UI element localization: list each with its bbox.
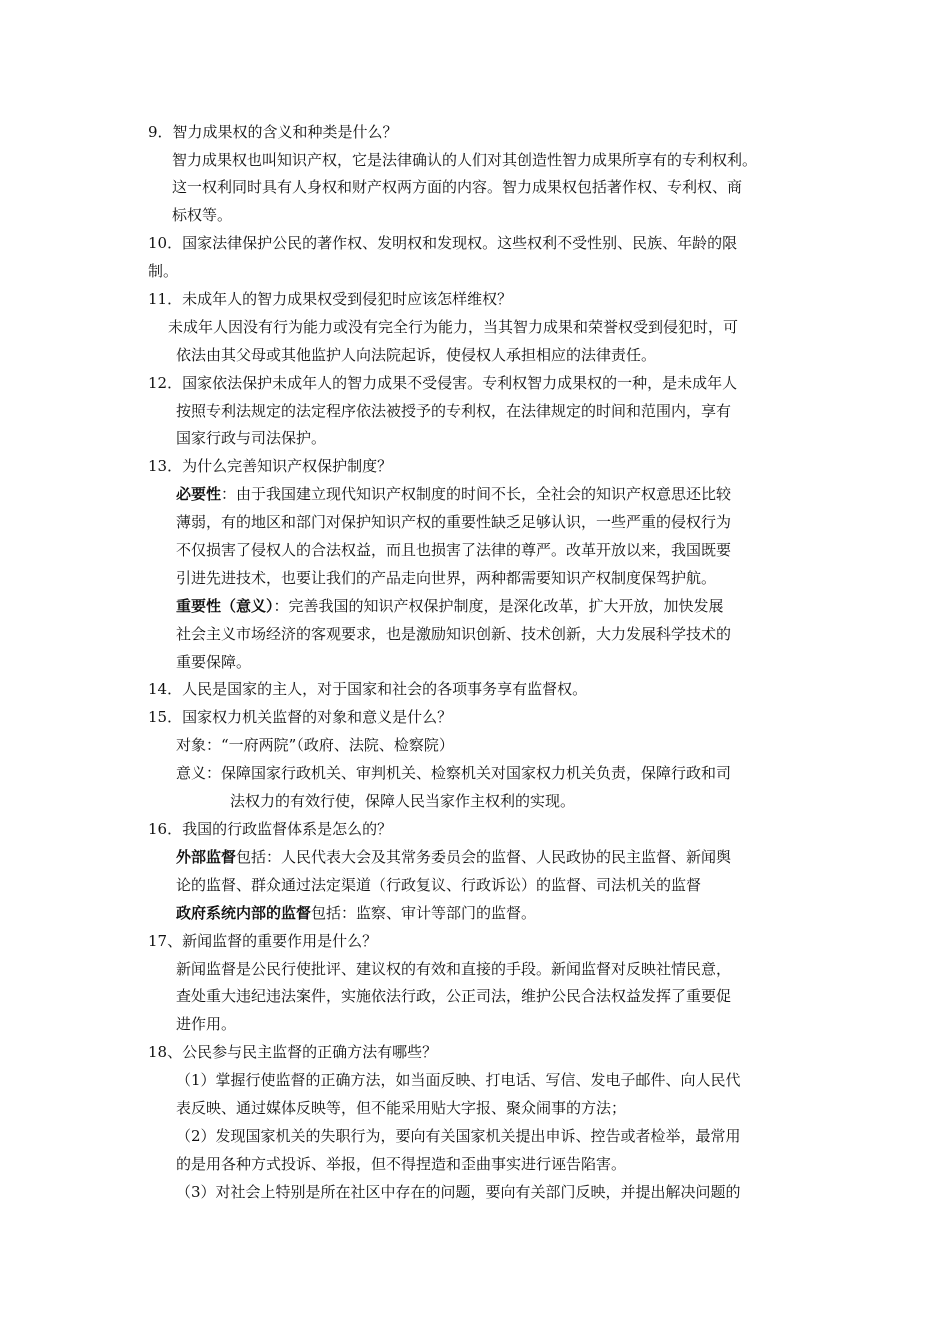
item-12-line-3: 国家行政与司法保护。 <box>176 429 327 447</box>
answer-11-line-2: 依法由其父母或其他监护人向法院起诉，使侵权人承担相应的法律责任。 <box>176 346 657 364</box>
answer-18-point-1-line-2: 表反映、通过媒体反映等，但不能采用贴大字报、聚众闹事的方法； <box>176 1099 627 1117</box>
internal-supervision-line <box>176 903 536 923</box>
importance-label: 重要性（意义） <box>176 597 274 615</box>
importance-text: ：完善我国的知识产权保护制度，是深化改革，扩大开放，加快发展 <box>273 597 724 615</box>
necessity-line-2: 薄弱，有的地区和部门对保护知识产权的重要性缺乏足够认识，一些严重的侵权行为 <box>176 513 732 531</box>
necessity-text: ：由于我国建立现代知识产权制度的时间不长，全社会的知识产权意思还比较 <box>221 485 732 503</box>
necessity-label: 必要性 <box>176 485 222 503</box>
external-supervision-text: 包括：人民代表大会及其常务委员会的监督、人民政协的民主监督、新闻舆 <box>236 848 732 866</box>
external-supervision-line-1 <box>176 847 731 867</box>
answer-9-line-2: 这一权利同时具有人身权和财产权两方面的内容。智力成果权包括著作权、专利权、商 <box>172 178 743 196</box>
answer-9-line-1: 智力成果权也叫知识产权，它是法律确认的人们对其创造性智力成果所享有的专利权利。 <box>172 151 758 169</box>
answer-17-line-3: 进作用。 <box>176 1015 237 1033</box>
answer-15-meaning-line-2: 法权力的有效行使，保障人民当家作主权利的实现。 <box>230 792 576 810</box>
internal-supervision-text: 包括：监察、审计等部门的监督。 <box>311 904 537 922</box>
question-9: 9．智力成果权的含义和种类是什么？ <box>148 123 398 141</box>
answer-9-line-3: 标权等。 <box>172 206 233 224</box>
answer-11-line-1: 未成年人因没有行为能力或没有完全行为能力，当其智力成果和荣誉权受到侵犯时，可 <box>168 318 739 336</box>
answer-18-point-1-line-1: （1）掌握行使监督的正确方法，如当面反映、打电话、写信、发电子邮件、向人民代 <box>176 1071 741 1089</box>
item-10-line-1: 10．国家法律保护公民的著作权、发明权和发现权。这些权利不受性别、民族、年龄的限 <box>148 234 738 252</box>
answer-18-point-3-line-1: （3）对社会上特别是所在社区中存在的问题，要向有关部门反映，并提出解决问题的 <box>176 1183 741 1201</box>
importance-line-2: 社会主义市场经济的客观要求，也是激励知识创新、技术创新，大力发展科学技术的 <box>176 625 732 643</box>
answer-15-meaning-line-1: 意义：保障国家行政机关、审判机关、检察机关对国家权力机关负责，保障行政和司 <box>176 764 732 782</box>
answer-15-object: 对象：“一府两院”（政府、法院、检察院） <box>176 736 454 754</box>
answer-18-point-2-line-2: 的是用各种方式投诉、举报，但不得捏造和歪曲事实进行诬告陷害。 <box>176 1155 627 1173</box>
importance-line-3: 重要保障。 <box>176 653 252 671</box>
item-12-line-2: 按照专利法规定的法定程序依法被授予的专利权，在法律规定的时间和范围内，享有 <box>176 402 732 420</box>
question-15: 15．国家权力机关监督的对象和意义是什么？ <box>148 708 453 726</box>
item-12-line-1: 12．国家依法保护未成年人的智力成果不受侵害。专利权智力成果权的一种，是未成年人 <box>148 374 738 392</box>
external-supervision-label: 外部监督 <box>176 848 237 866</box>
item-10-line-2: 制。 <box>148 262 179 280</box>
answer-18-point-2-line-1: （2）发现国家机关的失职行为，要向有关国家机关提出申诉、控告或者检举，最常用 <box>176 1127 741 1145</box>
answer-17-line-1: 新闻监督是公民行使批评、建议权的有效和直接的手段。新闻监督对反映社情民意， <box>176 960 732 978</box>
internal-supervision-label: 政府系统内部的监督 <box>176 904 312 922</box>
item-14: 14．人民是国家的主人，对于国家和社会的各项事务享有监督权。 <box>148 680 588 698</box>
question-17: 17、新闻监督的重要作用是什么？ <box>148 932 378 950</box>
necessity-line-4: 引进先进技术，也要让我们的产品走向世界，两种都需要知识产权制度保驾护航。 <box>176 569 717 587</box>
answer-17-line-2: 查处重大违纪违法案件，实施依法行政，公正司法，维护公民合法权益发挥了重要促 <box>176 987 732 1005</box>
necessity-line-3: 不仅损害了侵权人的合法权益，而且也损害了法律的尊严。改革开放以来，我国既要 <box>176 541 732 559</box>
question-11: 11．未成年人的智力成果权受到侵犯时应该怎样维权？ <box>148 290 513 308</box>
importance-line-1 <box>176 596 724 616</box>
external-supervision-line-2: 论的监督、群众通过法定渠道（行政复议、行政诉讼）的监督、司法机关的监督 <box>176 876 702 894</box>
question-18: 18、公民参与民主监督的正确方法有哪些？ <box>148 1043 438 1061</box>
necessity-line-1 <box>176 484 731 504</box>
question-13: 13．为什么完善知识产权保护制度？ <box>148 457 393 475</box>
question-16: 16．我国的行政监督体系是怎么的？ <box>148 820 393 838</box>
